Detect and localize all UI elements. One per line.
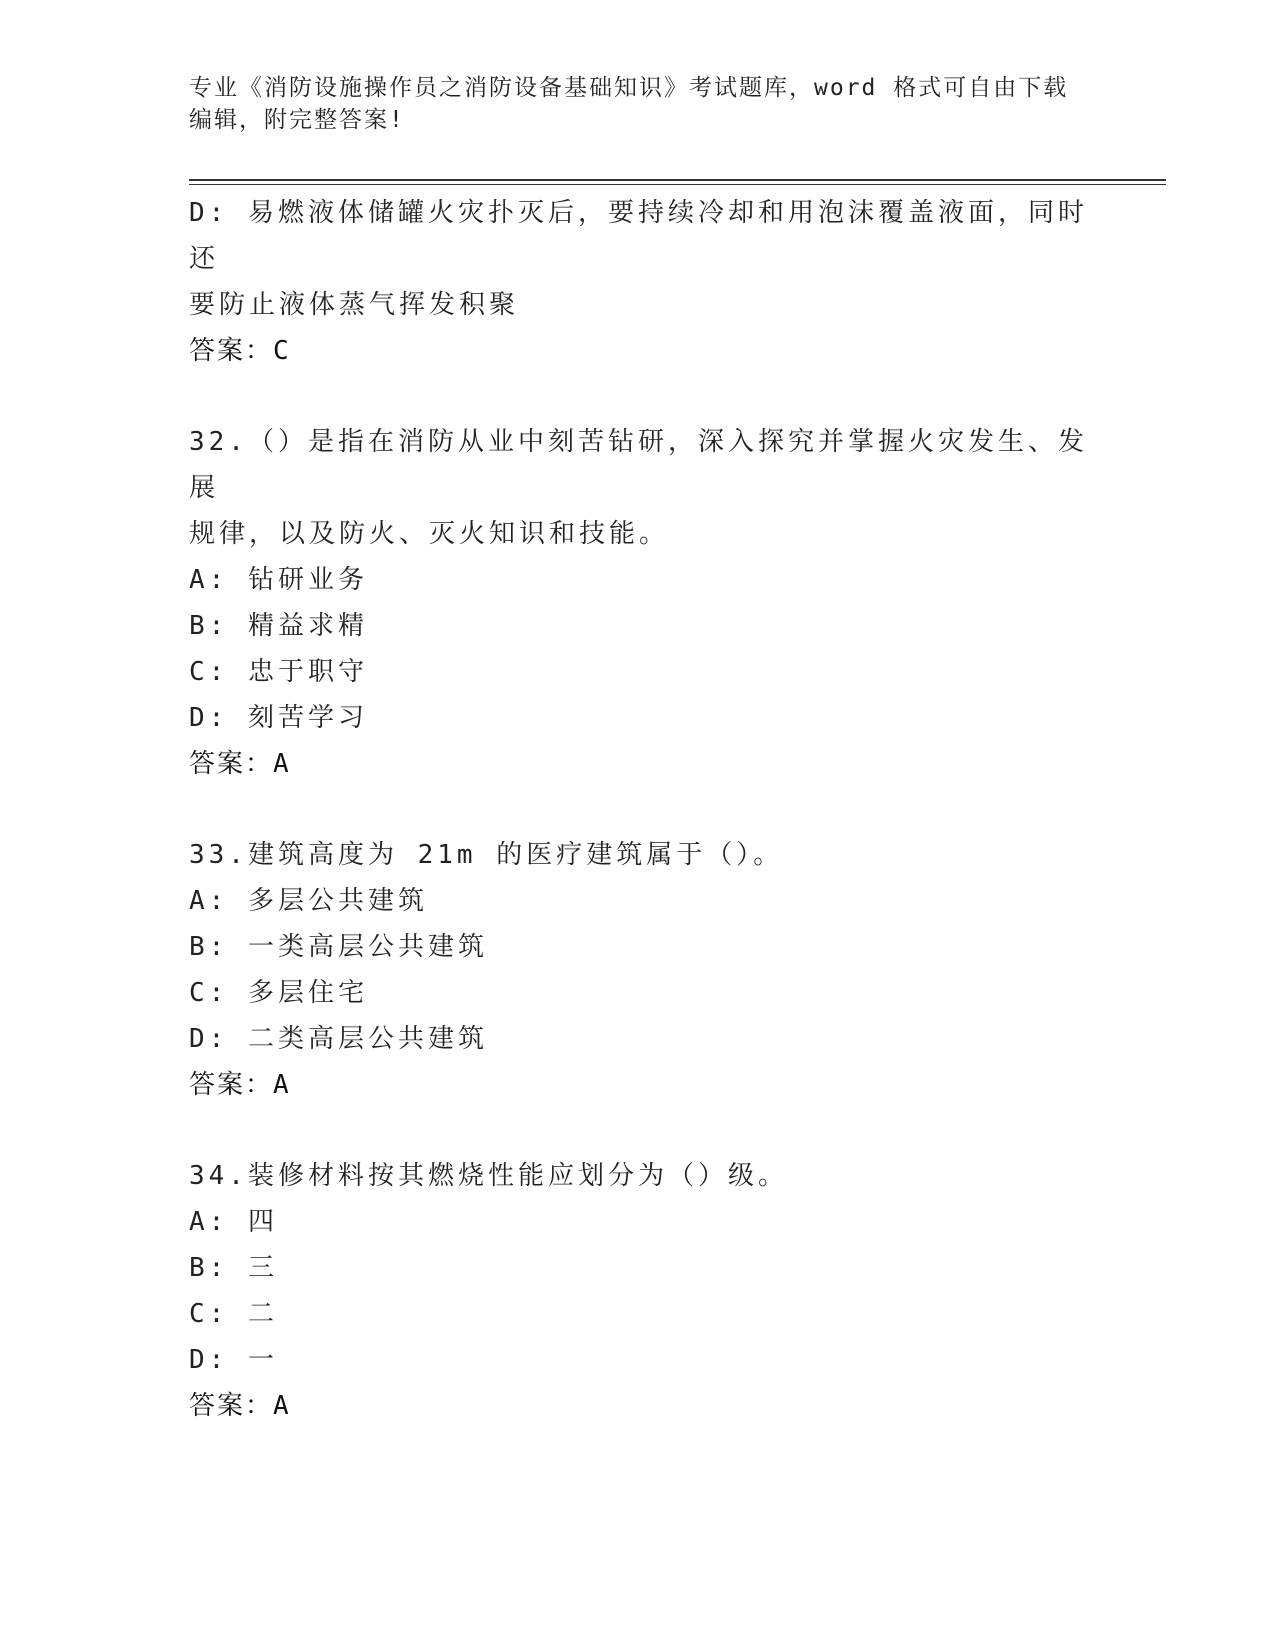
option-a: A: 钻研业务	[189, 565, 368, 595]
question-stem-line2: 规律，以及防火、灭火知识和技能。	[189, 519, 670, 549]
answer-line	[189, 1062, 1089, 1108]
answer-value: A	[273, 1070, 291, 1100]
question-content	[189, 190, 1089, 1429]
option-c: C: 多层住宅	[189, 978, 368, 1008]
option-b: B: 三	[189, 1253, 278, 1283]
option-d: D: 二类高层公共建筑	[189, 1024, 488, 1054]
document-header: 专业《消防设施操作员之消防设备基础知识》考试题库，word 格式可自由下载编辑，附完整答案!	[189, 75, 1069, 133]
header-rule-thin	[189, 184, 1166, 185]
option-d-line1: D: 易燃液体储罐火灾扑灭后，要持续冷却和用泡沫覆盖液面，同时还	[189, 198, 1088, 274]
option-d: D: 刻苦学习	[189, 703, 368, 733]
answer-label: 答案：	[189, 749, 274, 779]
option-a: A: 多层公共建筑	[189, 886, 428, 916]
answer-value: C	[273, 336, 291, 366]
question-34	[189, 1153, 1089, 1429]
option-c: C: 忠于职守	[189, 657, 368, 687]
option-b: B: 一类高层公共建筑	[189, 932, 488, 962]
question-stem-line1: 34.装修材料按其燃烧性能应划分为（）级。	[189, 1161, 788, 1191]
option-c: C: 二	[189, 1299, 278, 1329]
answer-value: A	[273, 1391, 291, 1421]
answer-label: 答案：	[189, 1070, 274, 1100]
option-d-line2: 要防止液体蒸气挥发积聚	[189, 290, 520, 320]
question-33	[189, 832, 1089, 1108]
answer-value: A	[273, 749, 291, 779]
answer-line	[189, 328, 1089, 374]
answer-label: 答案：	[189, 1391, 274, 1421]
question-stem-line1: 33.建筑高度为 21m 的医疗建筑属于（）。	[189, 840, 784, 870]
option-b: B: 精益求精	[189, 611, 368, 641]
question-stem-line1: 32.（）是指在消防从业中刻苦钻研，深入探究并掌握火灾发生、发展	[189, 427, 1088, 503]
question-32	[189, 419, 1089, 787]
answer-line	[189, 1383, 1089, 1429]
option-d: D: 一	[189, 1345, 278, 1375]
option-a: A: 四	[189, 1207, 278, 1237]
answer-label: 答案：	[189, 336, 274, 366]
carryover-block	[189, 190, 1089, 374]
answer-line	[189, 741, 1089, 787]
header-rule-thick	[189, 179, 1166, 181]
